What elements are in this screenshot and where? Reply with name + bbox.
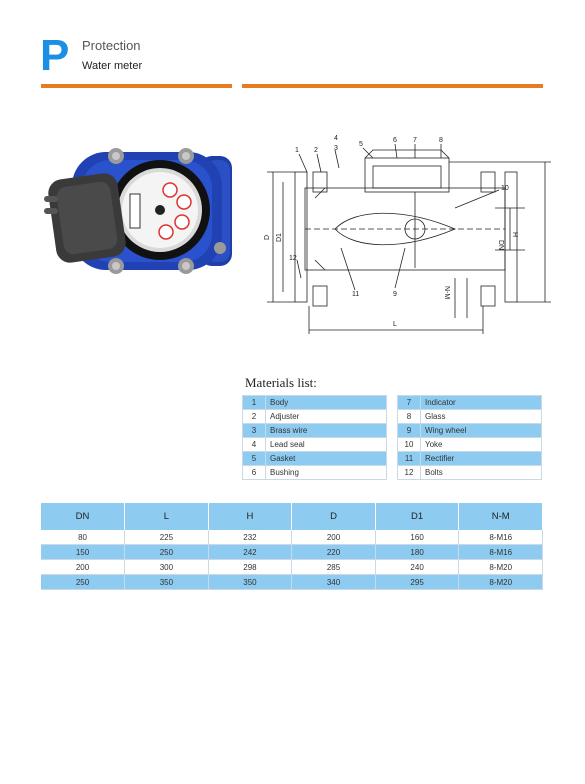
table-row xyxy=(398,396,542,410)
table-cell: 242 xyxy=(208,545,292,560)
material-number: 6 xyxy=(243,466,266,480)
material-number: 11 xyxy=(398,452,421,466)
material-name: Bolts xyxy=(421,466,542,480)
dim-label-l: L xyxy=(393,321,397,328)
section-logo-letter: P xyxy=(40,31,70,80)
part-number-label: 3 xyxy=(334,145,338,152)
column-header: L xyxy=(125,503,209,530)
materials-table-left xyxy=(242,395,387,480)
table-cell: 295 xyxy=(375,575,459,590)
table-cell: 180 xyxy=(375,545,459,560)
part-number-label: 9 xyxy=(393,291,397,298)
table-row xyxy=(398,466,542,480)
column-header: H xyxy=(208,503,292,530)
material-name: Indicator xyxy=(421,396,542,410)
table-cell: 225 xyxy=(125,530,209,545)
material-name: Wing wheel xyxy=(421,424,542,438)
material-number: 7 xyxy=(398,396,421,410)
table-row xyxy=(398,452,542,466)
table-cell: 80 xyxy=(41,530,125,545)
part-number-label: 12 xyxy=(289,255,297,262)
material-name: Adjuster xyxy=(266,410,387,424)
section-title: Protection xyxy=(82,38,141,53)
part-number-label: 10 xyxy=(501,185,509,192)
table-cell: 8-M16 xyxy=(459,545,543,560)
table-row xyxy=(243,438,387,452)
table-cell: 8-M20 xyxy=(459,575,543,590)
materials-table-right xyxy=(397,395,542,480)
table-cell: 285 xyxy=(292,560,376,575)
materials-list-title: Materials list: xyxy=(245,375,317,390)
dim-label-nm: N-M xyxy=(443,286,450,300)
material-name: Brass wire xyxy=(266,424,387,438)
table-cell: 240 xyxy=(375,560,459,575)
material-number: 4 xyxy=(243,438,266,452)
table-cell: 350 xyxy=(208,575,292,590)
table-cell: 8-M20 xyxy=(459,560,543,575)
table-row xyxy=(243,424,387,438)
material-name: Yoke xyxy=(421,438,542,452)
dim-label-d1: D1 xyxy=(276,233,283,242)
cross-section-drawing xyxy=(255,128,553,338)
material-number: 10 xyxy=(398,438,421,452)
table-row xyxy=(398,424,542,438)
table-cell: 300 xyxy=(125,560,209,575)
column-header: DN xyxy=(41,503,125,530)
table-row xyxy=(243,396,387,410)
header-divider-right xyxy=(242,84,543,88)
material-number: 5 xyxy=(243,452,266,466)
material-name: Bushing xyxy=(266,466,387,480)
part-number-label: 5 xyxy=(359,141,363,148)
table-header-row xyxy=(41,503,543,530)
part-number-label: 11 xyxy=(352,291,360,298)
material-number: 9 xyxy=(398,424,421,438)
material-name: Rectifier xyxy=(421,452,542,466)
material-number: 1 xyxy=(243,396,266,410)
part-number-label: 8 xyxy=(439,137,443,144)
table-row xyxy=(243,466,387,480)
dim-label-d: D xyxy=(264,234,271,240)
table-row xyxy=(41,530,543,545)
part-number-label: 1 xyxy=(295,147,299,154)
material-number: 3 xyxy=(243,424,266,438)
material-name: Body xyxy=(266,396,387,410)
table-cell: 298 xyxy=(208,560,292,575)
material-number: 8 xyxy=(398,410,421,424)
material-number: 12 xyxy=(398,466,421,480)
dim-label-dn: DN xyxy=(497,240,504,251)
table-cell: 8-M16 xyxy=(459,530,543,545)
table-cell: 150 xyxy=(41,545,125,560)
part-number-label: 4 xyxy=(334,135,338,142)
part-number-label: 6 xyxy=(393,137,397,144)
table-cell: 250 xyxy=(125,545,209,560)
material-name: Lead seal xyxy=(266,438,387,452)
material-name: Glass xyxy=(421,410,542,424)
material-number: 2 xyxy=(243,410,266,424)
table-cell: 232 xyxy=(208,530,292,545)
table-row xyxy=(243,410,387,424)
table-row xyxy=(41,545,543,560)
table-row xyxy=(41,575,543,590)
table-cell: 250 xyxy=(41,575,125,590)
header-divider-left xyxy=(41,84,232,88)
material-name: Gasket xyxy=(266,452,387,466)
part-number-label: 2 xyxy=(314,147,318,154)
table-cell: 200 xyxy=(292,530,376,545)
table-row xyxy=(41,560,543,575)
water-meter-photo xyxy=(42,138,242,282)
table-row xyxy=(398,438,542,452)
table-row xyxy=(398,410,542,424)
table-cell: 350 xyxy=(125,575,209,590)
table-cell: 340 xyxy=(292,575,376,590)
product-title: Water meter xyxy=(82,60,143,72)
column-header: D1 xyxy=(375,503,459,530)
table-cell: 160 xyxy=(375,530,459,545)
column-header: D xyxy=(292,503,376,530)
specification-table xyxy=(41,503,543,590)
dim-label-h: H xyxy=(511,232,518,238)
part-number-label: 7 xyxy=(413,137,417,144)
table-cell: 200 xyxy=(41,560,125,575)
table-row xyxy=(243,452,387,466)
table-cell: 220 xyxy=(292,545,376,560)
column-header: N-M xyxy=(459,503,543,530)
